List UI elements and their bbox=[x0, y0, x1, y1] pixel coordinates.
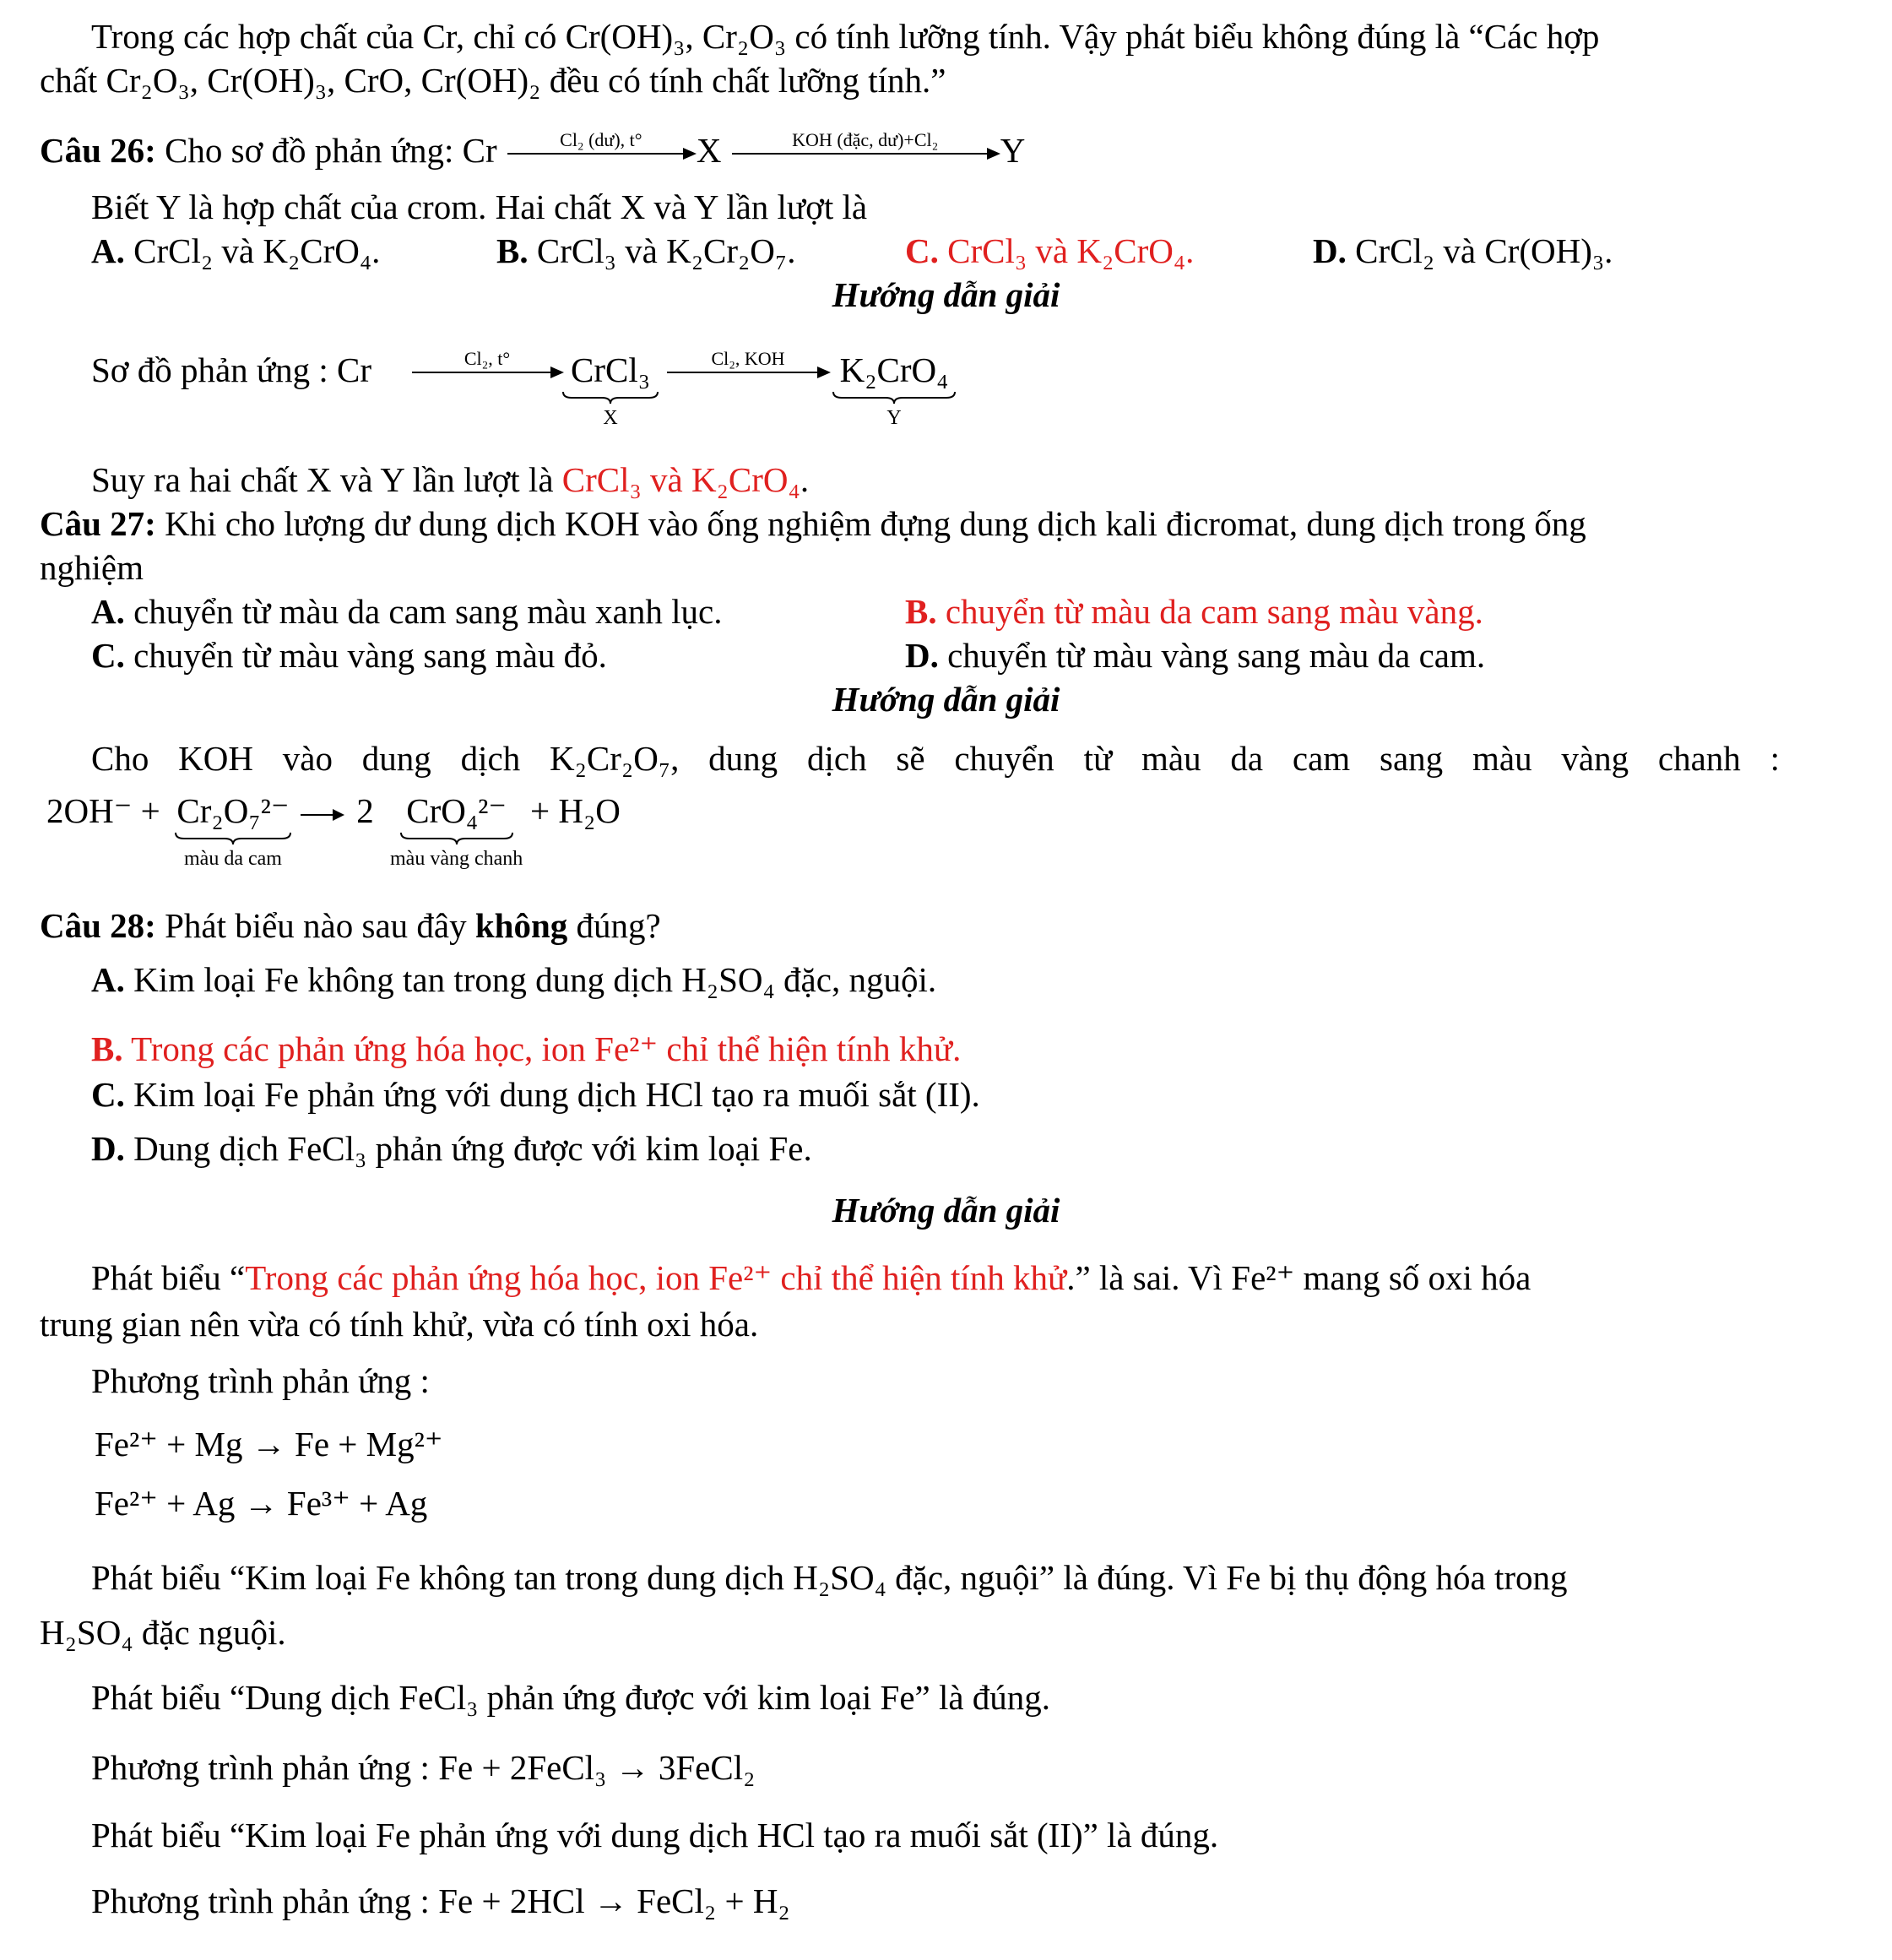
q26-scheme-arrow-1-label: Cl₂, t° bbox=[464, 347, 511, 369]
q28-stem-a: Phát biểu nào sau đây bbox=[165, 906, 467, 945]
q28-paragraph-1 bbox=[91, 1258, 1531, 1298]
q28-label: Câu 28: bbox=[40, 906, 156, 945]
q26-option-d-text: CrCl₂ và Cr(OH)₃. bbox=[1355, 231, 1613, 270]
q28-guide-title: Hướng dẫn giải bbox=[832, 1191, 1060, 1230]
q28-paragraph-7: Phương trình phản ứng : Fe + 2HCl → FeCl₂ + H₂ bbox=[91, 1881, 790, 1920]
q26-scheme-y bbox=[832, 350, 957, 431]
q28-option-d-label: D. bbox=[91, 1129, 125, 1168]
q27-dichromate bbox=[174, 791, 292, 871]
q26-option-a-text: CrCl₂ và K₂CrO₄. bbox=[133, 231, 381, 270]
q26-option-d-label: D. bbox=[1313, 231, 1347, 270]
q26-arrow-1 bbox=[507, 128, 695, 155]
q26-mid: X bbox=[696, 131, 722, 170]
q28-paragraph-2: Phương trình phản ứng : bbox=[91, 1361, 430, 1400]
q27-guide-title: Hướng dẫn giải bbox=[832, 680, 1060, 719]
q28-option-d bbox=[91, 1129, 812, 1169]
q26-scheme-x-brace bbox=[561, 390, 659, 405]
q28-option-b-text: Trong các phản ứng hóa học, ion Fe²⁺ chỉ thể hiện tính khử. bbox=[131, 1029, 962, 1068]
q28-option-c-label: C. bbox=[91, 1075, 125, 1114]
q28-paragraph-3: Phát biểu “Kim loại Fe không tan trong dung dịch H₂SO₄ đặc, nguội” là đúng. Vì Fe bị thụ động hóa trong bbox=[91, 1558, 1568, 1597]
q27-label: Câu 27: bbox=[40, 504, 156, 543]
q27-option-d-text: chuyển từ màu vàng sang màu da cam. bbox=[947, 636, 1486, 675]
q28-paragraph-5: Phương trình phản ứng : Fe + 2FeCl₃ → 3FeCl₂ bbox=[91, 1748, 756, 1787]
q26-arrow-2 bbox=[732, 128, 999, 155]
q27-chromate-brace bbox=[399, 831, 514, 846]
q26-label: Câu 26: bbox=[40, 131, 156, 170]
q28-equation-1: Fe²⁺ + Mg → Fe + Mg²⁺ bbox=[95, 1425, 443, 1463]
q26-scheme-arrow-2 bbox=[667, 338, 829, 377]
q28-option-d-text: Dung dịch FeCl₃ phản ứng được với kim loại Fe. bbox=[133, 1129, 812, 1168]
q28-paragraph-4: Phát biểu “Dung dịch FeCl₃ phản ứng được với kim loại Fe” là đúng. bbox=[91, 1678, 1051, 1717]
q26-conclusion-prefix: Suy ra hai chất X và Y lần lượt là bbox=[91, 460, 554, 499]
q27-equation-coefficient: 2 bbox=[356, 791, 374, 830]
q27-option-b-text: chuyển từ màu da cam sang màu vàng. bbox=[945, 592, 1483, 631]
q28-stem-b: đúng? bbox=[576, 906, 661, 945]
q26-option-b bbox=[496, 231, 795, 271]
q27-equation-middle bbox=[297, 791, 374, 831]
q26-option-b-text: CrCl₃ và K₂Cr₂O₇. bbox=[536, 231, 796, 270]
q27-option-a-text: chuyển từ màu da cam sang màu xanh lục. bbox=[133, 592, 723, 631]
q26-conclusion-end: . bbox=[800, 460, 810, 499]
q28-stem-bold: không bbox=[474, 906, 568, 945]
q26-scheme-x-label: X bbox=[603, 407, 618, 430]
q27-option-d-label: D. bbox=[905, 636, 939, 675]
q26-scheme-y-formula: K₂CrO₄ bbox=[839, 350, 949, 389]
q26-scheme-prefix: Sơ đồ phản ứng : Cr bbox=[91, 350, 372, 389]
q27-chromate-label: màu vàng chanh bbox=[390, 848, 523, 871]
q26-line-2: Biết Y là hợp chất của crom. Hai chất X và Y lần lượt là bbox=[91, 187, 868, 226]
q26-stem-text: Cho sơ đồ phản ứng: Cr bbox=[165, 131, 497, 170]
q28-paragraph-1-line-2: trung gian nên vừa có tính khử, vừa có tính oxi hóa. bbox=[40, 1305, 759, 1344]
q26-stem bbox=[40, 128, 1026, 171]
q28-option-a bbox=[91, 960, 936, 1000]
q28-p1-a: Phát biểu “ bbox=[91, 1258, 246, 1297]
q27-equation-left: 2OH⁻ + bbox=[46, 791, 160, 830]
q26-option-c-label: C. bbox=[905, 231, 939, 270]
q27-dichromate-brace bbox=[174, 831, 292, 846]
q26-option-c bbox=[905, 231, 1194, 271]
q26-scheme-y-label: Y bbox=[886, 407, 902, 430]
q28-option-a-label: A. bbox=[91, 960, 125, 999]
q26-conclusion bbox=[91, 460, 809, 500]
q27-option-a bbox=[91, 592, 722, 632]
q28-option-c-text: Kim loại Fe phản ứng với dung dịch HCl tạo ra muối sắt (II). bbox=[133, 1075, 980, 1114]
q26-option-c-text: CrCl₃ và K₂CrO₄. bbox=[947, 231, 1195, 270]
q28-p1-red: Trong các phản ứng hóa học, ion Fe²⁺ chỉ thể hiện tính khử bbox=[245, 1258, 1067, 1297]
q26-guide-title: Hướng dẫn giải bbox=[832, 275, 1060, 314]
q26-option-b-label: B. bbox=[496, 231, 529, 270]
q26-scheme-arrow-1 bbox=[412, 338, 562, 377]
q27-option-c-text: chuyển từ màu vàng sang màu đỏ. bbox=[133, 636, 607, 675]
q26-option-a bbox=[91, 231, 380, 271]
q27-stem-line-2: nghiệm bbox=[40, 548, 144, 587]
q27-chromate-formula: CrO₄²⁻ bbox=[406, 791, 507, 830]
q26-scheme-x-formula: CrCl₃ bbox=[570, 350, 651, 389]
q27-explanation: Cho KOH vào dung dịch K₂Cr₂O₇, dung dịch sẽ chuyển từ màu da cam sang màu vàng chanh : bbox=[91, 739, 1780, 778]
q27-option-d bbox=[905, 636, 1485, 676]
q27-chromate bbox=[390, 791, 523, 871]
q26-arrow-2-label: KOH (đặc, dư)+Cl₂ bbox=[792, 128, 939, 150]
q27-stem-text: Khi cho lượng dư dung dịch KOH vào ống nghiệm đựng dung dịch kali đicromat, dung dịch trong ống bbox=[165, 504, 1586, 543]
q27-stem bbox=[40, 504, 1586, 544]
q26-scheme-y-brace bbox=[832, 390, 957, 405]
q28-stem bbox=[40, 906, 661, 946]
q27-option-b bbox=[905, 592, 1483, 632]
q27-option-c bbox=[91, 636, 607, 676]
q27-option-c-label: C. bbox=[91, 636, 125, 675]
q28-paragraph-6: Phát biểu “Kim loại Fe phản ứng với dung dịch HCl tạo ra muối sắt (II)” là đúng. bbox=[91, 1816, 1219, 1854]
q26-option-a-label: A. bbox=[91, 231, 125, 270]
q27-equation-right: + H₂O bbox=[530, 791, 621, 830]
q28-option-c bbox=[91, 1075, 980, 1115]
q26-scheme-x bbox=[561, 350, 659, 431]
q28-option-b bbox=[91, 1029, 961, 1069]
q28-equation-2: Fe²⁺ + Ag → Fe³⁺ + Ag bbox=[95, 1484, 428, 1523]
q27-reaction-arrow bbox=[301, 809, 344, 821]
q26-arrow-1-label: Cl₂ (dư), t° bbox=[560, 128, 642, 150]
q26-end: Y bbox=[1000, 131, 1026, 170]
intro-line-2: chất Cr₂O₃, Cr(OH)₃, CrO, Cr(OH)₂ đều có tính chất lưỡng tính.” bbox=[40, 61, 946, 100]
intro-line-1: Trong các hợp chất của Cr, chỉ có Cr(OH)₃, Cr₂O₃ có tính lưỡng tính. Vậy phát biểu không đúng là “Các hợp bbox=[91, 17, 1600, 56]
q27-dichromate-formula: Cr₂O₇²⁻ bbox=[176, 791, 290, 830]
q27-option-a-label: A. bbox=[91, 592, 125, 631]
q28-paragraph-3-line-2: H₂SO₄ đặc nguội. bbox=[40, 1613, 286, 1652]
q26-scheme-arrow-2-label: Cl₂, KOH bbox=[711, 347, 785, 369]
q27-option-b-label: B. bbox=[905, 592, 937, 631]
q28-option-a-text: Kim loại Fe không tan trong dung dịch H₂SO₄ đặc, nguội. bbox=[133, 960, 937, 999]
q27-dichromate-label: màu da cam bbox=[184, 848, 282, 871]
q28-option-b-label: B. bbox=[91, 1029, 123, 1068]
q26-option-d bbox=[1313, 231, 1613, 271]
q28-p1-b: .” là sai. Vì Fe²⁺ mang số oxi hóa bbox=[1066, 1258, 1531, 1297]
q26-conclusion-answer: CrCl₃ và K₂CrO₄ bbox=[561, 460, 800, 499]
